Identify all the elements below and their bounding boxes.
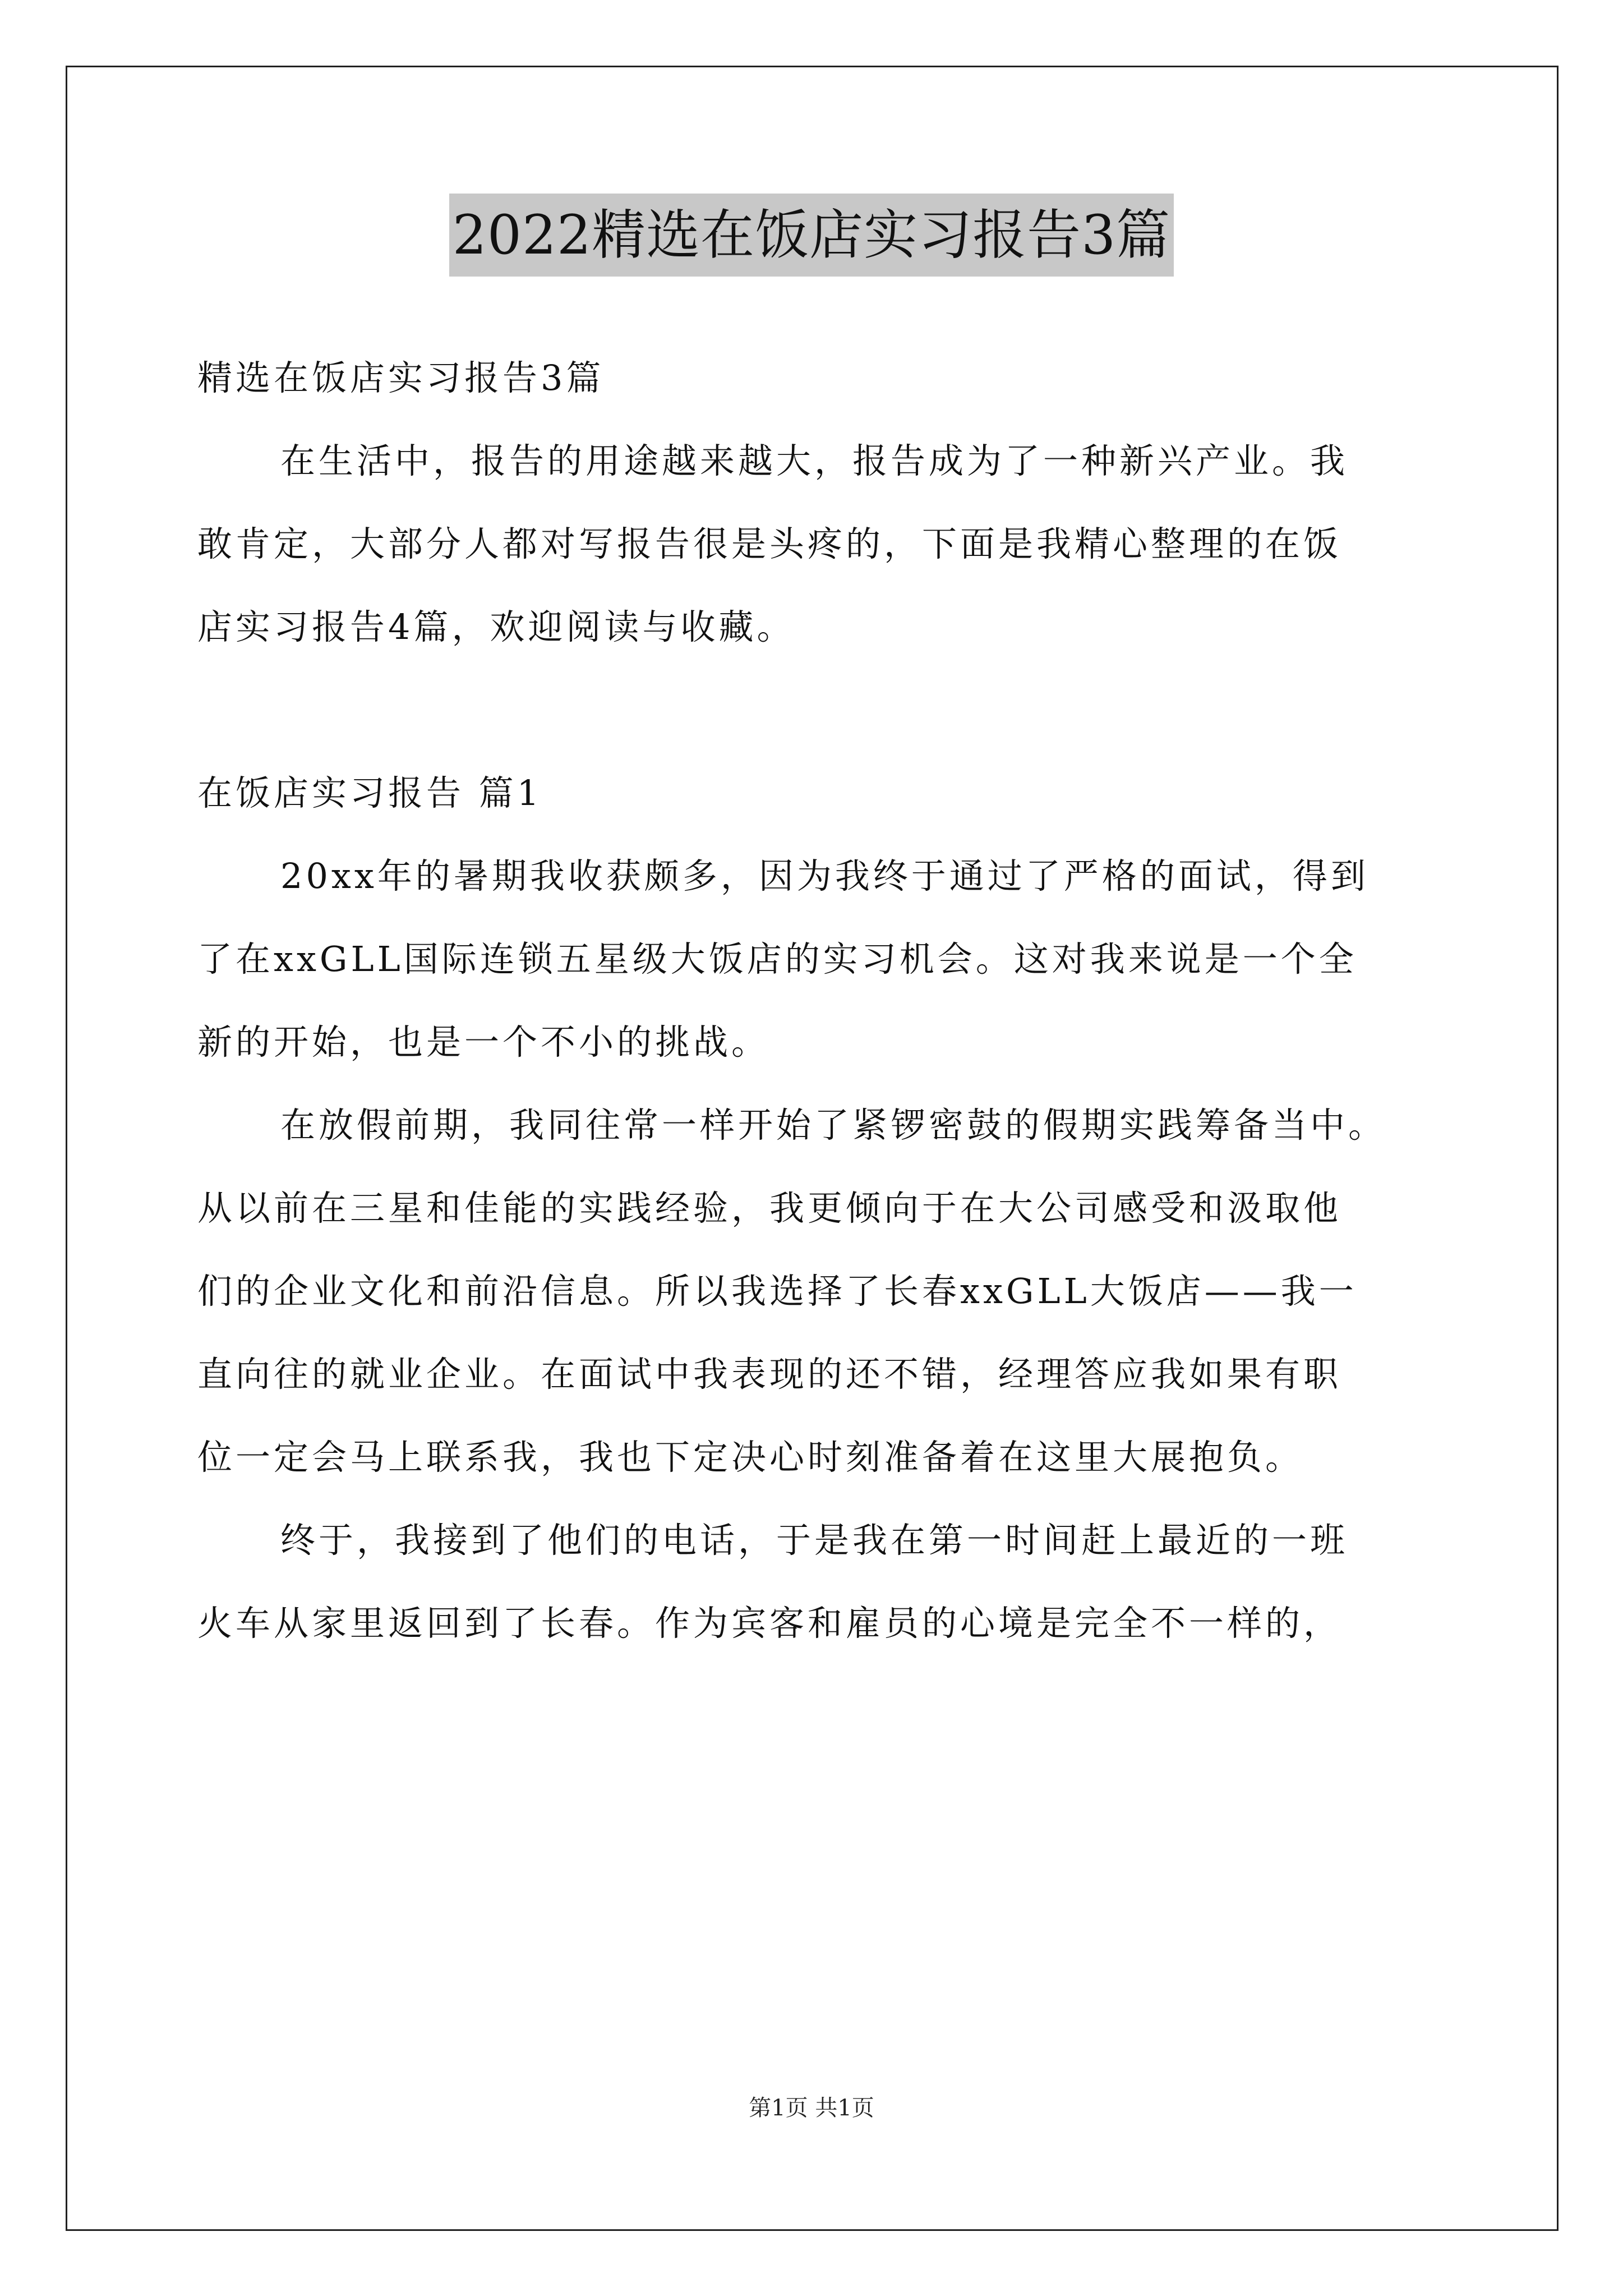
title-container bbox=[0, 194, 1623, 277]
text-line: 在生活中，报告的用途越来越大，报告成为了一种新兴产业。我 bbox=[280, 440, 1349, 481]
text-line: 从以前在三星和佳能的实践经验，我更倾向于在大公司感受和汲取他 bbox=[197, 1188, 1342, 1228]
text-line: 们的企业文化和前沿信息。所以我选择了长春xxGLL大饭店——我一 bbox=[197, 1271, 1357, 1312]
text-line: 20xx年的暑期我收获颇多，因为我终于通过了严格的面试，得到 bbox=[280, 855, 1369, 896]
text-line: 店实习报告4篇，欢迎阅读与收藏。 bbox=[197, 606, 795, 647]
document-title: 2022精选在饭店实习报告3篇 bbox=[449, 194, 1174, 277]
text-line: 在放假前期，我同往常一样开始了紧锣密鼓的假期实践筹备当中。 bbox=[280, 1105, 1387, 1145]
text-line: 直向往的就业企业。在面试中我表现的还不错，经理答应我如果有职 bbox=[197, 1354, 1342, 1395]
text-line: 位一定会马上联系我，我也下定决心时刻准备着在这里大展抱负。 bbox=[197, 1437, 1304, 1478]
text-line: 在饭店实习报告 篇1 bbox=[197, 772, 543, 813]
text-line: 终于，我接到了他们的电话，于是我在第一时间赶上最近的一班 bbox=[280, 1520, 1349, 1561]
page-footer: 第1页 共1页 bbox=[749, 2095, 874, 2121]
text-line: 精选在饭店实习报告3篇 bbox=[197, 357, 605, 398]
document-body bbox=[197, 337, 1431, 1665]
text-line: 了在xxGLL国际连锁五星级大饭店的实习机会。这对我来说是一个全 bbox=[197, 938, 1357, 979]
text-line: 敢肯定，大部分人都对写报告很是头疼的，下面是我精心整理的在饭 bbox=[197, 523, 1342, 564]
paragraph-gap bbox=[197, 669, 1431, 752]
text-line: 新的开始，也是一个不小的挑战。 bbox=[197, 1022, 770, 1062]
text-line: 火车从家里返回到了长春。作为宾客和雇员的心境是完全不一样的， bbox=[197, 1603, 1342, 1644]
